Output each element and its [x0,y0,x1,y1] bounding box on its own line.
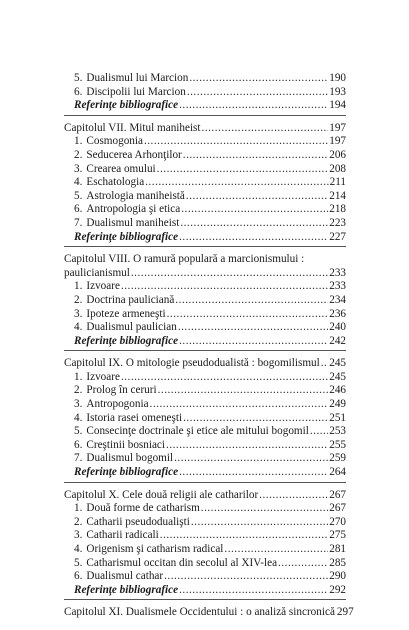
entry-title: paulicianismul [64,266,130,279]
toc-entry [64,149,346,163]
page-number: 197 [329,135,346,148]
page-number: 194 [329,99,346,112]
toc-entry [64,425,346,439]
page-number: 236 [329,307,346,320]
entry-title: Creştinii bosniaci [86,438,166,451]
toc-section [64,606,354,622]
leader-dots [310,425,328,439]
toc-section [64,253,346,351]
table-of-contents [64,72,354,628]
toc-entry [64,371,346,385]
chapter-title-line: Capitolul VIII. O ramură populară a marcionismului : [64,253,305,266]
entry-title: Dualismul bogomil [86,452,174,465]
page-number: 259 [329,452,346,465]
entry-title: Doctrina pauliciană [86,293,175,306]
leader-dots [181,203,328,217]
page-number: 270 [329,515,346,528]
page-number: 233 [329,280,346,293]
chapter-heading [64,489,346,503]
entry-number: 3. [74,307,83,320]
page-number: 245 [329,357,346,370]
bibliography-entry [64,335,346,349]
toc-entry [64,176,346,190]
toc-entry [64,86,346,100]
entry-number: 4. [74,176,83,189]
leader-dots [145,176,328,190]
leader-dots [179,335,328,349]
leader-dots [183,149,328,163]
entry-number: 6. [74,85,83,98]
entry-title: Dualismul cathar [86,570,164,583]
entry-title: Capitolul XI. Dualismele Occidentului : o analiză sincronică [64,606,335,619]
entry-number: 7. [74,216,83,229]
page-number: 285 [329,556,346,569]
toc-entry [64,570,346,584]
entry-title: Izvoare [86,280,120,293]
page-number: 290 [329,570,346,583]
entry-title: Prolog în ceruri [86,384,157,397]
leader-dots [183,412,328,426]
entry-number: 2. [74,293,83,306]
leader-dots [321,357,328,371]
page-number: 267 [329,488,346,501]
entry-number: 4. [74,321,83,334]
entry-title: Eschatologia [86,176,145,189]
entry-number: 5. [74,72,83,84]
toc-entry [64,135,346,149]
chapter-heading [64,357,346,371]
toc-entry [64,280,346,294]
entry-title: Două forme de catharism [86,502,200,515]
page-number: 292 [329,583,346,596]
entry-title: Catharii radicali [86,529,159,542]
entry-number: 5. [74,556,83,569]
toc-entry [64,529,346,543]
entry-title: Capitolul X. Cele două religii ale catharilor [64,488,259,501]
bibliography-entry [64,584,346,598]
toc-section [64,122,346,247]
page-number: 214 [329,189,346,202]
toc-entry [64,543,346,557]
entry-title: Referinţe bibliografice [74,583,179,596]
leader-dots [224,543,328,557]
entry-number: 1. [74,370,83,383]
page-number: 245 [329,370,346,383]
page-number: 223 [329,216,346,229]
page-number: 281 [329,543,346,555]
entry-number: 4. [74,411,83,424]
entry-title: Dualismul lui Marcion [86,72,189,84]
toc-entry [64,72,346,86]
entry-number: 6. [74,570,83,583]
page-number: 234 [329,293,346,306]
leader-dots [189,72,328,86]
entry-number: 1. [74,135,83,148]
page-number: 255 [329,438,346,451]
entry-title: Consecinţe doctrinale şi etice ale mitului bogomil [86,425,309,438]
page-number: 246 [329,384,346,397]
entry-number: 2. [74,515,83,528]
entry-title: Dualismul maniheist [86,216,180,229]
entry-title: Referinţe bibliografice [74,466,179,479]
leader-dots [178,321,328,335]
entry-number: 7. [74,452,83,465]
entry-title: Catharii pseudodualişti [86,515,190,528]
toc-entry [64,502,346,516]
leader-dots [179,466,328,480]
toc-entry [64,412,346,426]
entry-title: Antropologia şi etica [86,203,181,216]
leader-dots [175,294,328,308]
leader-dots [179,231,328,245]
toc-entry [64,321,346,335]
entry-number: 5. [74,425,83,438]
toc-entry [64,190,346,204]
toc-entry [64,516,346,530]
toc-section [64,489,346,601]
page-number: 218 [329,203,346,216]
page-number: 267 [329,502,346,515]
entry-title: Dualismul paulician [86,321,177,334]
leader-dots [202,122,329,136]
page-number: 197 [329,121,346,134]
leader-dots [167,308,329,322]
leader-dots [158,384,329,398]
entry-title: Referinţe bibliografice [74,334,179,347]
leader-dots [179,584,328,598]
entry-title: Izvoare [86,370,120,383]
entry-number: 2. [74,384,83,397]
entry-title: Discipolii lui Marcion [86,85,186,98]
entry-number: 3. [74,162,83,175]
page-number: 240 [329,321,346,334]
bibliography-entry [64,231,346,245]
leader-dots [121,371,328,385]
toc-entry [64,217,346,231]
leader-dots [187,86,328,100]
entry-title: Referinţe bibliografice [74,99,179,112]
leader-dots [121,280,328,294]
entry-title: Origenism şi catharism radical [86,543,224,555]
toc-entry [64,163,346,177]
entry-number: 3. [74,529,83,542]
page-number: 206 [329,148,346,161]
page-number: 211 [329,176,346,189]
entry-number: 6. [74,438,83,451]
page-number: 264 [329,466,346,479]
bibliography-entry [64,99,346,113]
page-number: 190 [329,72,346,84]
leader-dots [160,529,328,543]
entry-number: 1. [74,280,83,293]
toc-entry [64,294,346,308]
page-number: 242 [329,334,346,347]
entry-title: Capitolul VII. Mitul maniheist [64,121,201,134]
page-number: 251 [329,411,346,424]
leader-dots [150,398,329,412]
page-number: 249 [329,398,346,411]
entry-title: Ipoteze armeneşti [86,307,166,320]
leader-dots [157,163,329,177]
page-number: 297 [336,606,354,619]
entry-title: Capitolul IX. O mitologie pseudodualistă : bogomilismul [64,357,320,370]
entry-title: Catharismul occitan din secolul al XIV-lea [86,556,278,569]
leader-dots [131,267,328,281]
entry-number: 6. [74,203,83,216]
toc-entry [64,557,346,571]
leader-dots [164,570,328,584]
toc-entry [64,384,346,398]
entry-number: 4. [74,543,83,555]
entry-number: 1. [74,502,83,515]
entry-number: 2. [74,148,83,161]
toc-section [64,357,346,482]
leader-dots [186,190,328,204]
page-number: 275 [329,529,346,542]
chapter-heading [64,606,354,620]
page-number: 233 [329,266,346,279]
chapter-heading [64,122,346,136]
leader-dots [166,439,328,453]
entry-title: Seducerea Arhonţilor [86,148,182,161]
chapter-heading [64,267,346,281]
toc-entry [64,308,346,322]
toc-entry [64,452,346,466]
entry-title: Istoria rasei omeneşti [86,411,183,424]
page-number: 193 [329,85,346,98]
leader-dots [174,452,328,466]
entry-title: Antropogonia [86,398,149,411]
toc-entry [64,439,346,453]
leader-dots [144,135,328,149]
entry-title: Referinţe bibliografice [74,230,179,243]
entry-title: Cosmogonia [86,135,143,148]
leader-dots [180,217,328,231]
page-number: 253 [329,425,346,438]
entry-number: 5. [74,189,83,202]
toc-entry [64,398,346,412]
leader-dots [191,516,328,530]
leader-dots [201,502,328,516]
page-number: 208 [329,162,346,175]
toc-section [64,72,346,116]
bibliography-entry [64,466,346,480]
entry-number: 3. [74,398,83,411]
leader-dots [278,557,328,571]
toc-entry [64,203,346,217]
entry-title: Crearea omului [86,162,156,175]
leader-dots [179,99,328,113]
entry-title: Astrologia maniheistă [86,189,185,202]
leader-dots [259,489,328,503]
page-number: 227 [329,230,346,243]
